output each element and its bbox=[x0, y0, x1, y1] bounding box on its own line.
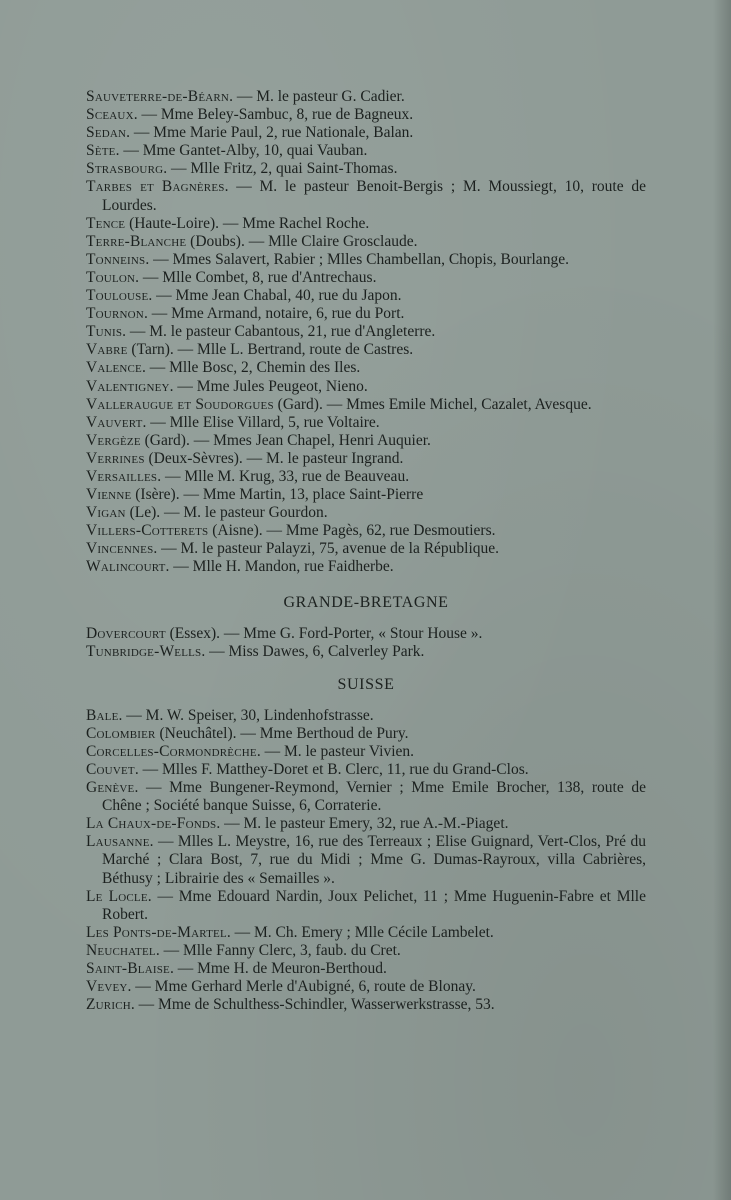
directory-entry bbox=[86, 468, 646, 486]
entry-place: Tunis bbox=[86, 323, 123, 341]
entry-text: (Doubs). — Mlle Claire Grosclaude. bbox=[186, 232, 418, 250]
directory-entry bbox=[86, 725, 646, 743]
entry-text: . — Mlle Fanny Clerc, 3, faub. du Cret. bbox=[155, 941, 401, 959]
directory-entry bbox=[86, 960, 646, 978]
directory-entry bbox=[86, 815, 646, 833]
grande-bretagne-list bbox=[86, 625, 646, 661]
entry-text: . — Mlle Combet, 8, rue d'Antrechaus. bbox=[135, 268, 377, 286]
entry-text: . — Mme Armand, notaire, 6, rue du Port. bbox=[143, 305, 405, 323]
entry-text: (Deux-Sèvres). — M. le pasteur Ingrand. bbox=[144, 449, 404, 467]
entry-place: Corcelles-Cormondrèche bbox=[86, 742, 257, 760]
entry-text: . — Mme Edouard Nardin, Joux Pelichet, 11 ; Mme Huguenin-Fabre et Mlle Robert. bbox=[102, 887, 646, 923]
entry-place: Lausanne bbox=[86, 833, 150, 851]
directory-entry bbox=[86, 450, 646, 468]
entry-text: (Gard). — Mmes Emile Michel, Cazalet, Avesque. bbox=[273, 395, 592, 413]
entry-text: . — Mmes Salavert, Rabier ; Mlles Chambellan, Chopis, Bourlange. bbox=[145, 250, 569, 268]
entry-text: (Essex). — Mme G. Ford-Porter, « Stour House ». bbox=[165, 624, 483, 642]
entry-text: . — Mme Gantet-Alby, 10, quai Vauban. bbox=[115, 142, 368, 160]
directory-page bbox=[86, 88, 646, 1014]
entry-text: . — Mme Jules Peugeot, Nieno. bbox=[169, 377, 368, 395]
entry-text: . — M. Ch. Emery ; Mlle Cécile Lambelet. bbox=[226, 923, 494, 941]
page-edge-shadow bbox=[713, 0, 731, 1200]
entry-text: (Aisne). — Mme Pagès, 62, rue Desmoutiers. bbox=[208, 522, 496, 540]
directory-entry bbox=[86, 779, 646, 815]
entry-place: Strasbourg bbox=[86, 160, 164, 178]
entry-place: Tunbridge-Wells bbox=[86, 642, 202, 660]
directory-entry bbox=[86, 888, 646, 924]
entry-place: Valentigney bbox=[86, 377, 170, 395]
directory-entry bbox=[86, 707, 646, 725]
section-title-grande-bretagne: GRANDE-BRETAGNE bbox=[283, 593, 449, 611]
directory-entry bbox=[86, 396, 646, 414]
entry-text: (Isère). — Mme Martin, 13, place Saint-Pierre bbox=[131, 486, 424, 504]
section-title-suisse: SUISSE bbox=[337, 675, 395, 693]
entry-place: Terre-Blanche bbox=[86, 232, 187, 250]
entry-place: Sceaux bbox=[86, 106, 134, 124]
entry-text: . — M. le pasteur Cabantous, 21, rue d'Angleterre. bbox=[122, 323, 436, 341]
directory-entry bbox=[86, 743, 646, 761]
france-list bbox=[86, 88, 646, 577]
directory-entry bbox=[86, 761, 646, 779]
entry-text: . — Mlles F. Matthey-Doret et B. Clerc, 11, rue du Grand-Clos. bbox=[134, 761, 529, 778]
directory-entry bbox=[86, 504, 646, 522]
entry-place: Toulon bbox=[86, 268, 136, 286]
directory-entry bbox=[86, 359, 646, 377]
entry-text: . — Mlle M. Krug, 33, rue de Beauveau. bbox=[157, 467, 410, 485]
entry-text: . — Mlle Bosc, 2, Chemin des Iles. bbox=[141, 359, 361, 377]
directory-entry bbox=[86, 287, 646, 305]
directory-entry bbox=[86, 625, 646, 643]
directory-entry bbox=[86, 341, 646, 359]
entry-text: (Haute-Loire). — Mme Rachel Roche. bbox=[125, 214, 370, 232]
entry-place: Bale bbox=[86, 706, 119, 724]
directory-entry bbox=[86, 996, 646, 1014]
entry-place: Valleraugue et Soudorgues bbox=[86, 395, 274, 413]
entry-place: Saint-Blaise bbox=[86, 960, 170, 978]
directory-entry bbox=[86, 251, 646, 269]
entry-place: Sauveterre-de-Béarn bbox=[86, 88, 230, 105]
entry-place: Neuchatel bbox=[86, 941, 156, 959]
entry-place: Valence bbox=[86, 359, 142, 377]
entry-place: Genève bbox=[86, 779, 135, 797]
directory-entry bbox=[86, 486, 646, 504]
directory-entry bbox=[86, 142, 646, 160]
entry-place: Sète bbox=[86, 142, 116, 160]
directory-entry bbox=[86, 378, 646, 396]
entry-place: Colombier bbox=[86, 724, 156, 742]
entry-text: . — M. le pasteur Emery, 32, rue A.-M.-Piaget. bbox=[216, 815, 509, 833]
entry-text: . — M. le pasteur Palayzi, 75, avenue de la République. bbox=[153, 540, 500, 558]
entry-place: Vabre bbox=[86, 341, 128, 359]
entry-place: Les Ponts-de-Martel bbox=[86, 923, 227, 941]
directory-entry bbox=[86, 833, 646, 887]
entry-place: Toulouse bbox=[86, 287, 149, 305]
entry-text: . — M. le pasteur Benoit-Bergis ; M. Moussiegt, 10, route de Lourdes. bbox=[102, 178, 647, 214]
entry-text: . — Mme Jean Chabal, 40, rue du Japon. bbox=[148, 287, 402, 305]
entry-text: . — M. W. Speiser, 30, Lindenhofstrasse. bbox=[118, 706, 374, 724]
directory-entry bbox=[86, 942, 646, 960]
directory-entry bbox=[86, 414, 646, 432]
entry-place: Verrines bbox=[86, 449, 145, 467]
entry-place: Vergèze bbox=[86, 431, 141, 449]
entry-place: Couvet bbox=[86, 761, 135, 778]
directory-entry bbox=[86, 432, 646, 450]
entry-place: Tonneins bbox=[86, 250, 146, 268]
entry-place: Zurich bbox=[86, 996, 131, 1014]
directory-entry bbox=[86, 978, 646, 996]
directory-entry bbox=[86, 924, 646, 942]
entry-text: . — Miss Dawes, 6, Calverley Park. bbox=[201, 642, 425, 660]
entry-text: . — M. le pasteur G. Cadier. bbox=[229, 88, 405, 105]
entry-place: Vauvert bbox=[86, 413, 143, 431]
entry-place: Tence bbox=[86, 214, 126, 232]
entry-text: . — Mme Beley-Sambuc, 8, rue de Bagneux. bbox=[133, 106, 414, 124]
entry-place: Vevey bbox=[86, 978, 128, 996]
entry-text: . — M. le pasteur Vivien. bbox=[256, 742, 415, 760]
entry-text: (Gard). — Mmes Jean Chapel, Henri Auquier. bbox=[140, 431, 431, 449]
entry-place: Vienne bbox=[86, 486, 132, 504]
directory-entry bbox=[86, 558, 646, 576]
directory-entry bbox=[86, 540, 646, 558]
entry-place: Le Locle bbox=[86, 887, 148, 905]
entry-text: (Neuchâtel). — Mme Berthoud de Pury. bbox=[155, 724, 409, 742]
entry-place: Dovercourt bbox=[86, 624, 166, 642]
entry-place: Versailles bbox=[86, 467, 158, 485]
entry-place: Villers-Cotterets bbox=[86, 522, 209, 540]
suisse-list bbox=[86, 707, 646, 1015]
entry-text: . — Mme H. de Meuron-Berthoud. bbox=[169, 960, 387, 978]
entry-place: La Chaux-de-Fonds bbox=[86, 815, 217, 833]
directory-entry bbox=[86, 323, 646, 341]
entry-place: Tarbes et Bagnères bbox=[86, 178, 225, 196]
entry-place: Vigan bbox=[86, 504, 126, 522]
entry-place: Walincourt bbox=[86, 558, 166, 576]
directory-entry bbox=[86, 269, 646, 287]
entry-text: . — Mlle H. Mandon, rue Faidherbe. bbox=[165, 558, 394, 576]
entry-text: . — Mlle Elise Villard, 5, rue Voltaire. bbox=[142, 413, 380, 431]
directory-entry bbox=[86, 643, 646, 661]
entry-place: Vincennes bbox=[86, 540, 154, 558]
entry-text: . — Mlles L. Meystre, 16, rue des Terreaux ; Elise Guignard, Vert-Clos, Pré du Marché ; Clara Bost, 7, rue du Midi ; Mme G. Dumas-Rayroux, villa Cabrières, Béthusy ; Librairie des « Semailles ». bbox=[102, 833, 646, 887]
entry-text: (Le). — M. le pasteur Gourdon. bbox=[125, 504, 328, 522]
directory-entry bbox=[86, 160, 646, 178]
directory-entry bbox=[86, 178, 646, 214]
entry-text: . — Mme Gerhard Merle d'Aubigné, 6, route de Blonay. bbox=[127, 978, 476, 996]
entry-text: . — Mme Bungener-Reymond, Vernier ; Mme Emile Brocher, 138, route de Chêne ; Société banque Suisse, 6, Corraterie. bbox=[102, 779, 646, 815]
directory-entry bbox=[86, 522, 646, 540]
directory-entry bbox=[86, 88, 646, 106]
entry-text: (Tarn). — Mlle L. Bertrand, route de Castres. bbox=[127, 341, 414, 359]
directory-entry bbox=[86, 215, 646, 233]
entry-text: . — Mme Marie Paul, 2, rue Nationale, Balan. bbox=[126, 124, 414, 142]
entry-place: Sedan bbox=[86, 124, 127, 142]
directory-entry bbox=[86, 305, 646, 323]
directory-entry bbox=[86, 106, 646, 124]
directory-entry bbox=[86, 233, 646, 251]
directory-entry bbox=[86, 124, 646, 142]
entry-text: . — Mme de Schulthess-Schindler, Wasserwerkstrasse, 53. bbox=[130, 996, 495, 1014]
entry-text: . — Mlle Fritz, 2, quai Saint-Thomas. bbox=[163, 160, 398, 178]
entry-place: Tournon bbox=[86, 305, 144, 323]
